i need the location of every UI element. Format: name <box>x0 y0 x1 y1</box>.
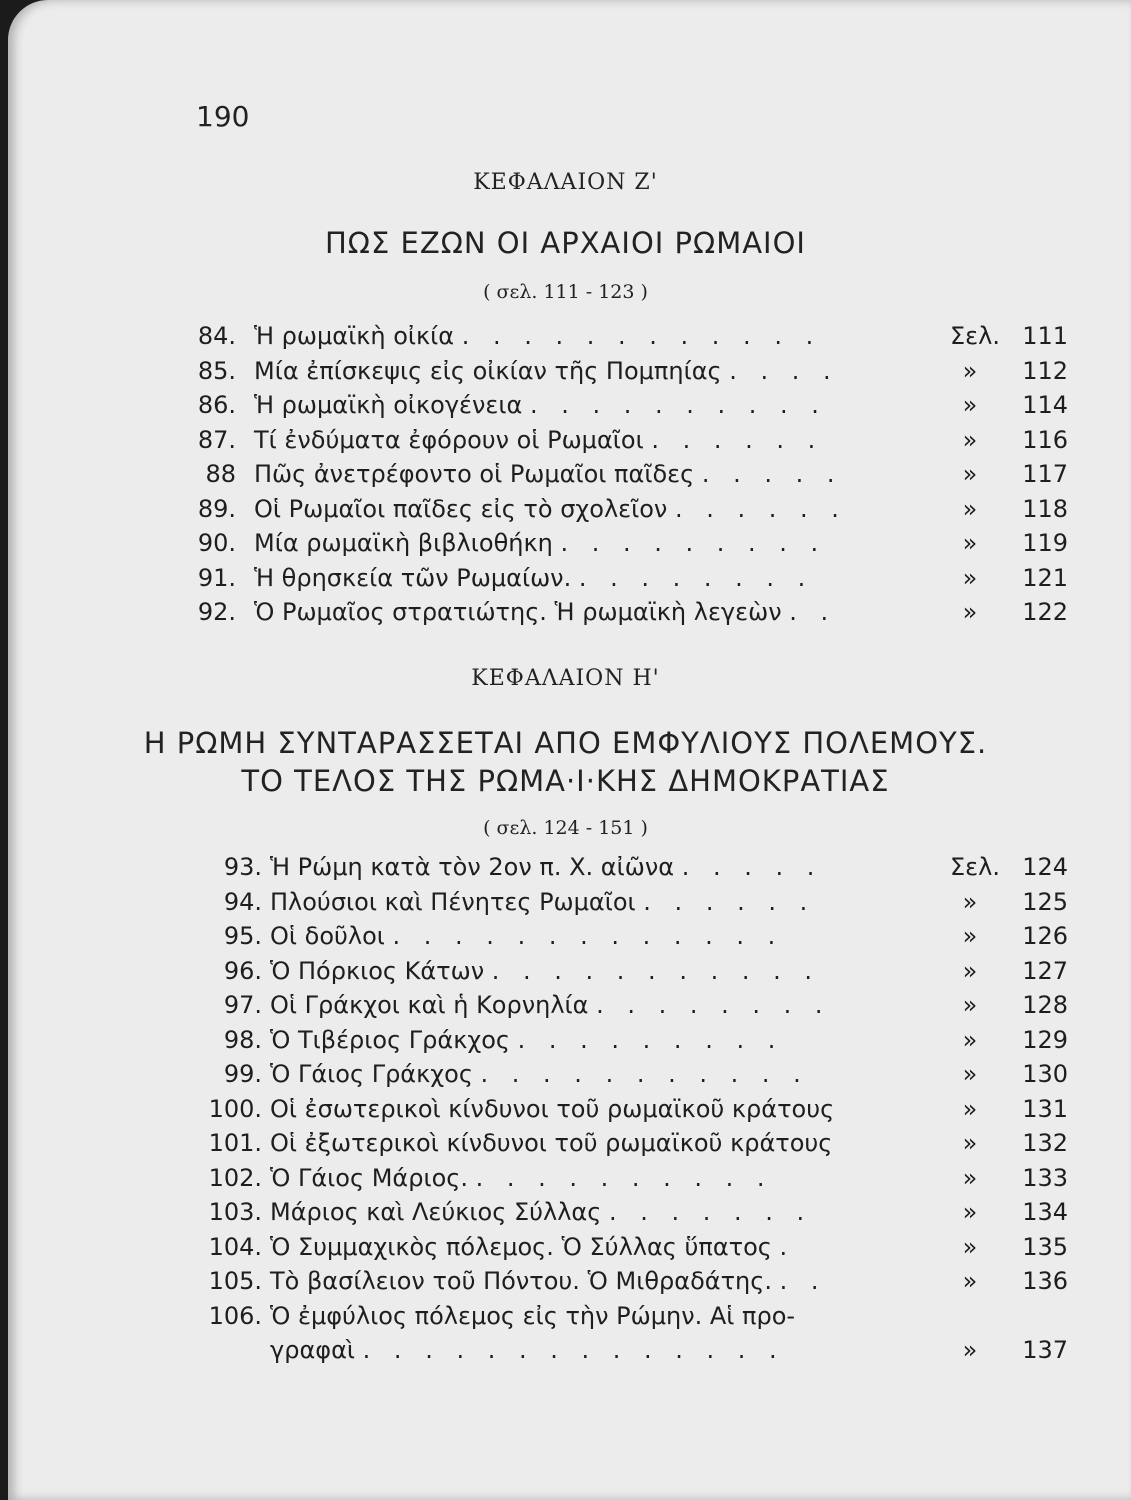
toc-entry[interactable] <box>0 957 1131 992</box>
entry-page: 122 <box>1022 598 1068 626</box>
entry-title: Τί ἐνδύματα ἐφόρουν οἱ Ρωμαῖοι . . . . . . <box>254 425 824 454</box>
toc-entry[interactable] <box>0 1198 1131 1233</box>
entry-title: Ὁ Ρωμαῖος στρατιώτης. Ἡ ρωμαϊκὴ λεγεὼν . . <box>254 598 837 626</box>
entry-title-continued: γραφαὶ . . . . . . . . . . . . . . <box>270 1336 785 1364</box>
toc-entry[interactable] <box>0 1164 1131 1199</box>
toc-entry[interactable] <box>0 922 1131 957</box>
entry-title: Ὁ Γάιος Γράκχος . . . . . . . . . . . <box>270 1060 809 1088</box>
entry-title: Ἡ Ρώμη κατὰ τὸν 2ον π. Χ. αἰῶνα . . . . . <box>270 853 823 881</box>
ditto-mark: » <box>962 1025 978 1054</box>
chapter-z-toc <box>0 322 1131 633</box>
page-abbrev: Σελ. <box>950 322 1000 350</box>
entry-number: 91. <box>197 563 236 592</box>
ditto-mark: » <box>962 494 978 523</box>
chapter-z-title: ΠΩΣ ΕΖΩΝ ΟΙ ΑΡΧΑΙΟΙ ΡΩΜΑΙΟΙ <box>325 226 806 260</box>
ditto-mark: » <box>962 1060 978 1088</box>
leader-dots: . . <box>789 598 837 626</box>
entry-page: 130 <box>1022 1060 1068 1088</box>
toc-entry[interactable] <box>0 598 1131 633</box>
entry-title: Ἡ ρωμαϊκὴ οἰκία . . . . . . . . . . . . <box>254 322 822 350</box>
entry-page: 127 <box>1022 956 1068 985</box>
chapter-h-toc <box>0 853 1131 1371</box>
ditto-mark: » <box>962 1163 978 1192</box>
entry-page: 131 <box>1022 1094 1068 1123</box>
entry-page: 128 <box>1022 991 1068 1019</box>
entry-page: 118 <box>1022 494 1068 523</box>
leader-dots: . . . . . . <box>643 887 816 916</box>
leader-dots: . . . . . . . . . . . . . . <box>362 1336 785 1364</box>
entry-number: 102. <box>208 1163 262 1192</box>
toc-entry[interactable] <box>0 1233 1131 1268</box>
entry-page: 117 <box>1022 460 1068 488</box>
toc-entry[interactable] <box>0 495 1131 530</box>
leader-dots: . . . . . . . . . . <box>529 391 827 419</box>
chapter-h-range: ( σελ. 124 - 151 ) <box>483 817 648 839</box>
entry-title: Ὁ ἐμφύλιος πόλεμος εἰς τὴν Ρώμην. Αἱ προ- <box>270 1301 796 1330</box>
toc-entry[interactable] <box>0 1060 1131 1095</box>
ditto-mark: » <box>962 887 978 916</box>
chapter-h-title-line1: Η ΡΩΜΗ ΣΥΝΤΑΡΑΣΣΕΤΑΙ ΑΠΟ ΕΜΦΥΛΙΟΥΣ ΠΟΛΕΜΟΥΣ. <box>143 726 988 760</box>
entry-page: 137 <box>1022 1336 1068 1364</box>
leader-dots: . . . . <box>729 356 839 385</box>
leader-dots: . . . . . . . . . . . . . <box>392 922 784 950</box>
leader-dots: . . <box>779 1267 827 1295</box>
entry-page: 121 <box>1022 563 1068 592</box>
entry-number: 84. <box>197 322 236 350</box>
entry-page: 119 <box>1022 529 1068 557</box>
entry-page: 125 <box>1022 887 1068 916</box>
entry-page: 126 <box>1022 922 1068 950</box>
entry-number: 105. <box>208 1267 262 1295</box>
entry-title: Ἡ θρησκεία τῶν Ρωμαίων. . . . . . . . . <box>254 563 814 592</box>
entry-page: 134 <box>1022 1198 1068 1226</box>
ditto-mark: » <box>962 1232 978 1261</box>
entry-title: Οἱ ἐσωτερικοὶ κίνδυνοι τοῦ ρωμαϊκοῦ κράτους <box>270 1094 835 1123</box>
entry-number: 97. <box>223 991 262 1019</box>
leader-dots: . <box>779 1232 796 1261</box>
ditto-mark: » <box>962 563 978 592</box>
ditto-mark: » <box>962 1094 978 1123</box>
entry-page: 136 <box>1022 1267 1068 1295</box>
entry-number: 100. <box>208 1094 262 1123</box>
chapter-z-label: ΚΕΦΑΛΑΙΟΝ Ζ' <box>473 170 658 195</box>
toc-entry[interactable] <box>0 888 1131 923</box>
entry-title: Τὸ βασίλειον τοῦ Πόντου. Ὁ Μιθραδάτης. . . <box>270 1267 827 1295</box>
entry-title: Οἱ Ρωμαῖοι παῖδες εἰς τὸ σχολεῖον . . . . . . <box>254 494 847 523</box>
leader-dots: . . . . . <box>701 460 843 488</box>
ditto-mark: » <box>962 356 978 385</box>
toc-entry[interactable] <box>0 1129 1131 1164</box>
toc-entry[interactable] <box>0 357 1131 392</box>
chapter-z-range: ( σελ. 111 - 123 ) <box>483 281 648 303</box>
entry-title: Μάριος καὶ Λεύκιος Σύλλας . . . . . . . <box>270 1198 813 1226</box>
leader-dots: . . . . . . . . . <box>560 529 827 557</box>
entry-number: 85. <box>197 356 236 385</box>
ditto-mark: » <box>962 1129 978 1157</box>
toc-entry[interactable] <box>0 991 1131 1026</box>
toc-entry[interactable] <box>0 322 1131 357</box>
entry-title: Ἡ ρωμαϊκὴ οἰκογένεια . . . . . . . . . . <box>254 391 827 419</box>
toc-entry[interactable] <box>0 1095 1131 1130</box>
ditto-mark: » <box>962 391 978 419</box>
toc-entry-continuation <box>0 1336 1131 1371</box>
leader-dots: . . . . . . <box>674 494 847 523</box>
entry-number: 89. <box>197 494 236 523</box>
entry-number: 93. <box>223 853 262 881</box>
leader-dots: . . . . . . . . . . . <box>491 956 820 985</box>
leader-dots: . . . . . . . . . . . . <box>461 322 822 350</box>
entry-number: 88 <box>205 460 236 488</box>
entry-title: Ὁ Πόρκιος Κάτων . . . . . . . . . . . <box>270 956 820 985</box>
entry-title: Οἱ δοῦλοι . . . . . . . . . . . . . <box>270 922 784 950</box>
entry-number: 98. <box>223 1025 262 1054</box>
entry-title: Πλούσιοι καὶ Πένητες Ρωμαῖοι . . . . . . <box>270 887 816 916</box>
entry-number: 99. <box>223 1060 262 1088</box>
entry-title: Πῶς ἀνετρέφοντο οἱ Ρωμαῖοι παῖδες . . . . . <box>254 460 843 488</box>
toc-entry[interactable] <box>0 391 1131 426</box>
entry-number: 87. <box>197 425 236 454</box>
entry-number: 94. <box>223 887 262 916</box>
ditto-mark: » <box>962 425 978 454</box>
leader-dots: . . . . . . . . <box>578 563 814 592</box>
chapter-h-label: ΚΕΦΑΛΑΙΟΝ Η' <box>471 666 660 691</box>
leader-dots: . . . . . . . . . <box>517 1025 784 1054</box>
entry-title: Μία ἐπίσκεψις εἰς οἰκίαν τῆς Πομπηίας . . . . <box>254 356 839 385</box>
toc-entry[interactable] <box>0 1302 1131 1337</box>
leader-dots: . . . . . . . . <box>596 991 831 1019</box>
entry-page: 111 <box>1022 322 1068 350</box>
entry-page: 114 <box>1022 391 1068 419</box>
page-number: 190 <box>196 100 250 133</box>
entry-number: 92. <box>197 598 236 626</box>
chapter-h-title-line2: ΤΟ ΤΕΛΟΣ ΤΗΣ ΡΩΜΑ·Ι·ΚΗΣ ΔΗΜΟΚΡΑΤΙΑΣ <box>241 764 890 798</box>
entry-number: 103. <box>208 1198 262 1226</box>
ditto-mark: » <box>962 1198 978 1226</box>
leader-dots: . . . . . . <box>651 425 824 454</box>
ditto-mark: » <box>962 598 978 626</box>
entry-title: Ὁ Συμμαχικὸς πόλεμος. Ὁ Σύλλας ὕπατος . <box>270 1232 796 1261</box>
entry-title: Ὁ Γάιος Μάριος. . . . . . . . . . . <box>270 1163 773 1192</box>
entry-number: 101. <box>208 1129 262 1157</box>
entry-page: 124 <box>1022 853 1068 881</box>
toc-entry[interactable] <box>0 1026 1131 1061</box>
ditto-mark: » <box>962 956 978 985</box>
toc-entry[interactable] <box>0 426 1131 461</box>
entry-title: Μία ρωμαϊκὴ βιβλιοθήκη . . . . . . . . . <box>254 529 827 557</box>
leader-dots: . . . . . <box>681 853 823 881</box>
ditto-mark: » <box>962 1267 978 1295</box>
entry-title: Ὁ Τιβέριος Γράκχος . . . . . . . . . <box>270 1025 784 1054</box>
entry-page: 112 <box>1022 356 1068 385</box>
toc-entry[interactable] <box>0 1267 1131 1302</box>
toc-entry[interactable] <box>0 529 1131 564</box>
entry-number: 104. <box>208 1232 262 1261</box>
leader-dots: . . . . . . . . . . <box>475 1163 773 1192</box>
toc-entry[interactable] <box>0 460 1131 495</box>
leader-dots: . . . . . . . <box>608 1198 813 1226</box>
toc-entry[interactable] <box>0 853 1131 888</box>
toc-entry[interactable] <box>0 564 1131 599</box>
entry-page: 132 <box>1022 1129 1068 1157</box>
entry-number: 86. <box>197 391 236 419</box>
ditto-mark: » <box>962 529 978 557</box>
ditto-mark: » <box>962 1336 978 1364</box>
page-abbrev: Σελ. <box>950 853 1000 881</box>
entry-page: 135 <box>1022 1232 1068 1261</box>
ditto-mark: » <box>962 991 978 1019</box>
entry-number: 90. <box>197 529 236 557</box>
entry-title: Οἱ Γράκχοι καὶ ἡ Κορνηλία . . . . . . . . <box>270 991 831 1019</box>
ditto-mark: » <box>962 922 978 950</box>
entry-number: 96. <box>223 956 262 985</box>
entry-page: 116 <box>1022 425 1068 454</box>
entry-page: 133 <box>1022 1163 1068 1192</box>
entry-page: 129 <box>1022 1025 1068 1054</box>
entry-title: Οἱ ἐξωτερικοὶ κίνδυνοι τοῦ ρωμαϊκοῦ κράτους <box>270 1129 833 1157</box>
entry-number: 95. <box>223 922 262 950</box>
ditto-mark: » <box>962 460 978 488</box>
leader-dots: . . . . . . . . . . . <box>480 1060 809 1088</box>
entry-number: 106. <box>208 1301 262 1330</box>
